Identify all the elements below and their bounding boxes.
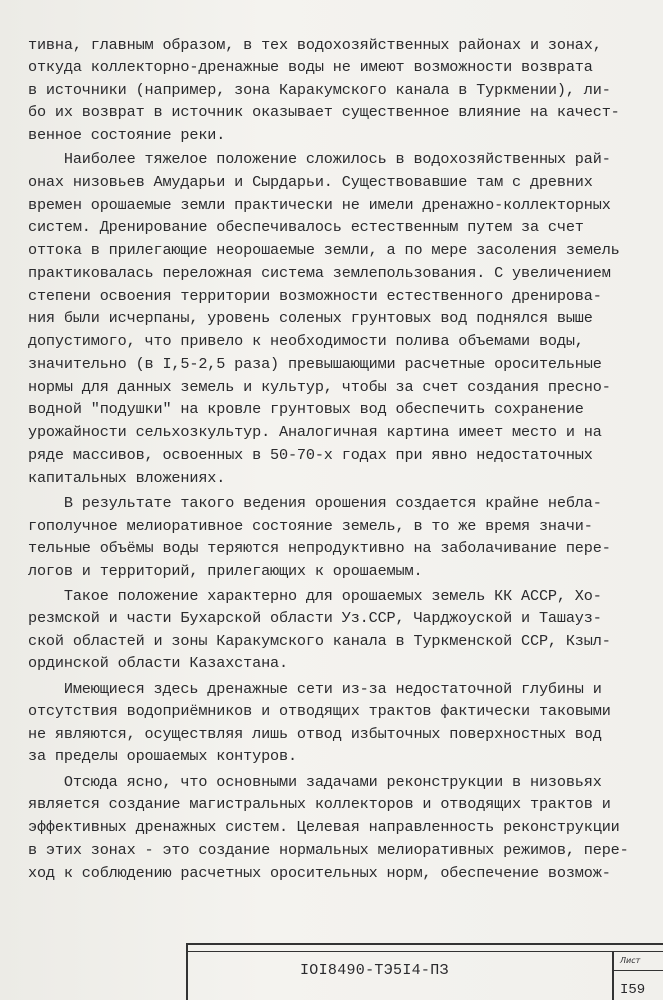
text-line: оттока в прилегающие неорошаемые земли, а по мере засоления земель [28, 241, 620, 259]
text-line: резмской и части Бухарской области Уз.ССР, Чарджоуской и Ташауз- [28, 609, 602, 627]
text-line: В результате такого ведения орошения создается крайне небла- [28, 494, 602, 512]
text-line: тивна, главным образом, в тех водохозяйственных районах и зонах, [28, 36, 602, 54]
text-line: практиковалась переложная система землепользования. С увеличением [28, 264, 611, 282]
text-line: времен орошаемые земли практически не имели дренажно-коллекторных [28, 196, 611, 214]
text-line: отсутствия водоприёмников и отводящих трактов фактически таковыми [28, 702, 611, 720]
sheet-cell-rule [612, 970, 663, 971]
sheet-label: Лист [620, 956, 641, 965]
text-line: в этих зонах - это создание нормальных мелиоративных режимов, пере- [28, 841, 629, 859]
text-line: не являются, осуществляя лишь отвод избыточных поверхностных вод [28, 725, 602, 743]
text-line: нормы для данных земель и культур, чтобы за счет создания пресно- [28, 378, 611, 396]
text-line: в источники (например, зона Каракумского канала в Туркмении), ли- [28, 81, 611, 99]
title-block-rule [186, 951, 663, 952]
text-line: Наиболее тяжелое положение сложилось в водохозяйственных рай- [28, 150, 611, 168]
text-line: урожайности сельхозкультур. Аналогичная картина имеет место и на [28, 423, 602, 441]
text-line: тельные объёмы воды теряются непродуктивно на заболачивание пере- [28, 539, 611, 557]
text-line: онах низовьев Амударьи и Сырдарьи. Существовавшие там с древних [28, 173, 593, 191]
text-line: ния были исчерпаны, уровень соленых грунтовых вод поднялся выше [28, 309, 593, 327]
text-line: логов и территорий, прилегающих к орошаемым. [28, 562, 423, 580]
text-line: допустимого, что привело к необходимости полива объемами воды, [28, 332, 584, 350]
text-line: эффективных дренажных систем. Целевая направленность реконструкции [28, 818, 620, 836]
title-block-divider [612, 951, 614, 1000]
text-line: венное состояние реки. [28, 126, 226, 144]
text-line: ординской области Казахстана. [28, 654, 288, 672]
text-line: ской областей и зоны Каракумского канала в Туркменской ССР, Кзыл- [28, 632, 611, 650]
text-line: ряде массивов, освоенных в 50-70-х годах при явно недостаточных [28, 446, 593, 464]
text-line: значительно (в I,5-2,5 раза) превышающими расчетные оросительные [28, 355, 602, 373]
text-line: Отсюда ясно, что основными задачами реконструкции в низовьях [28, 773, 602, 791]
text-line: капитальных вложениях. [28, 469, 226, 487]
text-line: Такое положение характерно для орошаемых земель КК АССР, Хо- [28, 587, 602, 605]
text-line: откуда коллекторно-дренажные воды не имеют возможности возврата [28, 58, 593, 76]
text-line: является создание магистральных коллекторов и отводящих трактов и [28, 795, 611, 813]
text-line: за пределы орошаемых контуров. [28, 747, 297, 765]
text-line: водной "подушки" на кровле грунтовых вод обеспечить сохранение [28, 400, 584, 418]
text-line: систем. Дренирование обеспечивалось естественным путем за счет [28, 218, 584, 236]
text-line: бо их возврат в источник оказывает существенное влияние на качест- [28, 103, 620, 121]
text-line: степени освоения территории возможности естественного дренирова- [28, 287, 602, 305]
text-line: Имеющиеся здесь дренажные сети из-за недостаточной глубины и [28, 680, 602, 698]
sheet-number: I59 [620, 982, 646, 998]
text-line: ход к соблюдению расчетных оросительных норм, обеспечение возмож- [28, 864, 611, 882]
text-line: гополучное мелиоративное состояние земель, в то же время значи- [28, 517, 593, 535]
document-code: IOI8490-ТЭ5I4-ПЗ [300, 962, 449, 979]
